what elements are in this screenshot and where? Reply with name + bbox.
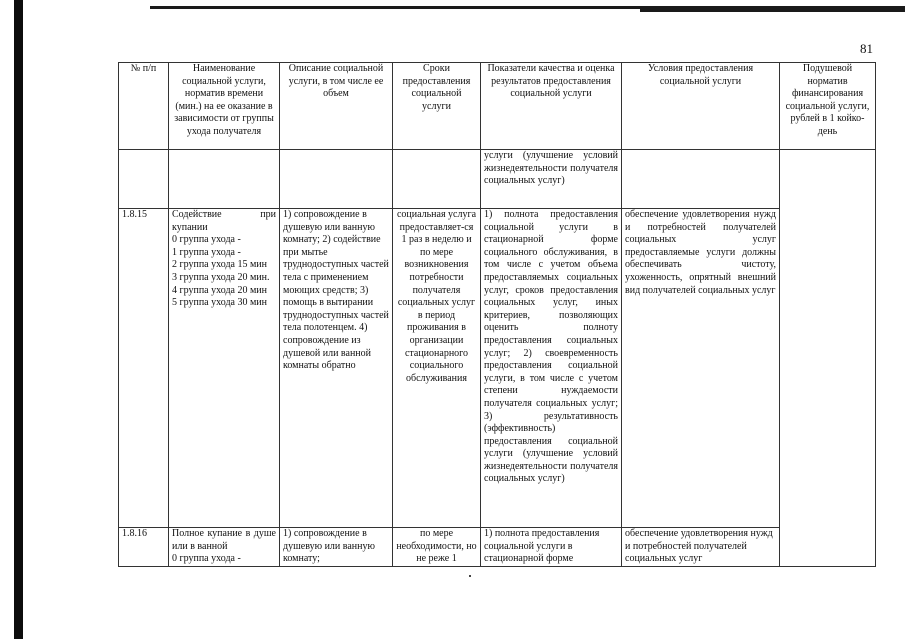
cell-description — [280, 150, 393, 209]
header-indicators: Показатели качества и оценка результатов предоставления социальной услуги — [481, 63, 622, 150]
header-name: Наименование социальной услуги, норматив времени (мин.) на ее оказание в зависимости от группы ухода получателя — [169, 63, 280, 150]
cell-name — [169, 150, 280, 209]
name-line: 4 группа ухода 20 мин — [172, 284, 267, 296]
cell-conditions: обеспечение удовлетворения нужд и потребностей получателей социальных услуг предоставляемые услуги должны обеспечивать чистоту, ухоженность, опрятный внешний вид получателей социальных услуг — [622, 209, 780, 528]
cell-indicators: 1) полнота предоставления социальной услуги в стационарной форме социального обслуживания, в том числе с учетом объема предоставляемых социальных услуг, сроков предоставления социальных услуг, иных критериев, позволяющих оценить полноту предоставления социальных услуг; 2) своевременность предоставления социальной услуги, в том числе с учетом степени нуждаемости получателя социальных услуг; 3) результативность (эффективность) предоставления социальной услуги (улучшение условий жизнедеятельности получателя социальных услуг) — [481, 209, 622, 528]
cell-norm — [780, 150, 876, 567]
cell-indicators: 1) полнота предоставления социальной услуги в стационарной форме — [481, 528, 622, 567]
name-line: Содействие при купании — [172, 209, 276, 233]
name-line: 2 группа ухода 15 мин — [172, 259, 267, 271]
cell-name — [169, 528, 280, 567]
name-line: 0 группа ухода - — [172, 234, 241, 246]
cell-terms: по мере необходимости, но не реже 1 — [393, 528, 481, 567]
cell-conditions: обеспечение удовлетворения нужд и потребностей получателей социальных услуг — [622, 528, 780, 567]
scan-edge-left — [14, 0, 23, 639]
cell-description: 1) сопровождение в душевую или ванную комнату; — [280, 528, 393, 567]
cell-num: 1.8.15 — [119, 209, 169, 528]
scan-edge-top-thick — [640, 9, 905, 12]
scan-speck — [469, 575, 471, 577]
table-row-continuation — [119, 150, 876, 209]
header-num: № п/п — [119, 63, 169, 150]
table-row — [119, 209, 876, 528]
cell-num — [119, 150, 169, 209]
name-line: 5 группа ухода 30 мин — [172, 297, 267, 309]
table-row — [119, 528, 876, 567]
cell-terms: социальная услуга предоставляет-ся 1 раз в неделю и по мере возникновения потребности получателя социальных услуг в период проживания в организации стационарного социального обслуживания — [393, 209, 481, 528]
cell-name — [169, 209, 280, 528]
header-norm: Подушевой норматив финансирования социальной услуги, рублей в 1 койко-день — [780, 63, 876, 150]
header-terms: Сроки предоставления социальной услуги — [393, 63, 481, 150]
cell-terms — [393, 150, 481, 209]
services-table — [118, 62, 876, 567]
name-line: Полное купание в душе или в ванной — [172, 528, 276, 552]
cell-indicators: услуги (улучшение условий жизнедеятельности получателя социальных услуг) — [481, 150, 622, 209]
cell-num: 1.8.16 — [119, 528, 169, 567]
cell-conditions — [622, 150, 780, 209]
page-number: 81 — [860, 41, 873, 56]
name-line: 3 группа ухода 20 мин. — [172, 271, 270, 283]
header-conditions: Условия предоставления социальной услуги — [622, 63, 780, 150]
cell-description: 1) сопровождение в душевую или ванную комнату; 2) содействие при мытье труднодоступных частей тела с применением моющих средств; 3) помощь в вытирании труднодоступных частей тела полотенцем. 4) сопровождение из душевой или ванной комнаты обратно — [280, 209, 393, 528]
name-line: 0 группа ухода - — [172, 553, 241, 565]
header-description: Описание социальной услуги, в том числе ее объем — [280, 63, 393, 150]
name-line: 1 группа ухода - — [172, 246, 241, 258]
table-header-row — [119, 63, 876, 150]
